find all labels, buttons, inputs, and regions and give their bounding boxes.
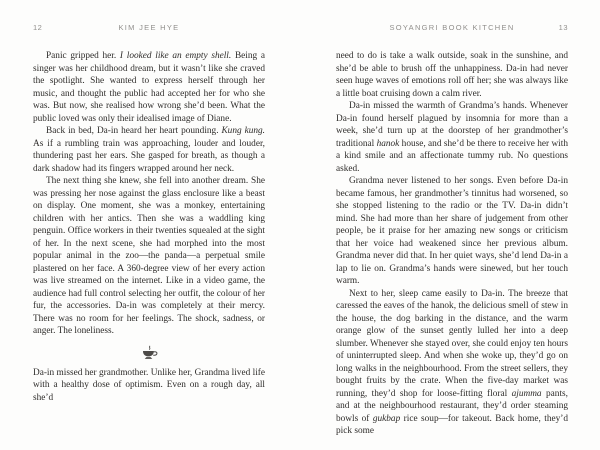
page-left [33, 0, 265, 404]
page-right [336, 0, 568, 438]
body-text: Next to her, sleep came easily to Da-in. The breeze that caressed the eaves of the hanok, the delicious smell of stew in the house, the dog barking in the distance, and the warm orange glow of the sunset gently lulled her into a deep slumber. Whenever she stayed over, she could enjoy ten hours of uninterrupted sleep. And when she woke up, they’d go on long walks in the neighbourhood. From the street sellers, they bought fruits by the crate. When the five-day market was running, they’d shop for loose-fitting floral [336, 288, 568, 399]
body-text: Panic gripped her. [46, 51, 120, 61]
page-header-left [33, 23, 265, 33]
page-number: 13 [558, 23, 568, 32]
paragraph [336, 100, 568, 175]
body-text: rice soup—for takeout. Back home, they’d pick some [336, 413, 568, 436]
paragraph [33, 367, 265, 405]
italic-text: hanok [376, 138, 400, 149]
italic-text: ajumma [511, 388, 542, 399]
body-text: As if a rumbling train was approaching, louder and louder, thundering past her ears. She gasped for breath, as though a dark shadow had its fingers wrapped around her neck. [33, 138, 265, 174]
body-text: house, and she’d be there to receive her with a kind smile and an affectionate tummy rub. No questions asked. [336, 138, 568, 174]
page-number: 12 [33, 23, 43, 32]
running-head: KIM JEE HYE [118, 23, 180, 32]
page-header-right [336, 23, 568, 33]
page-text-left [33, 50, 265, 404]
body-text: The next thing she knew, she fell into another dream. She was pressing her nose against the glass enclosure like a beast on display. One moment, she was a monkey, entertaining children with her antics. Then she was a waddling king penguin. Office workers in their twenties squealed at the sight of her. In the next scene, she had morphed into the most popular animal in the zoo—the panda—a perpetual smile plastered on her face. A 360-degree view of her every action was live streamed on the internet. Like in a video game, the audience had full control selecting her outfit, the colour of her fur, the accessories. Da-in was completely at their mercy. There was no room for her feelings. The shock, sadness, or anger. The loneliness. [33, 176, 265, 336]
paragraph [336, 288, 568, 438]
running-head: SOYANGRI BOOK KITCHEN [389, 23, 515, 32]
italic-text: Kung kung. [221, 126, 265, 136]
paragraph [336, 175, 568, 288]
body-text: Back in bed, Da-in heard her heart pounding. [46, 126, 222, 136]
section-divider [33, 345, 265, 362]
body-text: Grandma never listened to her songs. Even before Da-in became famous, her grandmother’s tinnitus had worsened, so she stopped listening to the radio or the TV. Da-in didn’t mind. She had more than her share of judgement from other people, be it praise for her amazing new songs or criticism that her voice had weakened since her previous album. Grandma never did that. In her quiet ways, she’d lend Da-in a lap to lie on. Grandma’s hands were sinewed, but her touch warm. [336, 176, 568, 286]
paragraph [33, 125, 265, 175]
body-text: pants, and at the neighbourhood restaurant, they’d order steaming bowls of [336, 388, 568, 424]
body-text: Da-in missed the warmth of Grandma’s hands. Whenever Da-in found herself plagued by insomnia for more than a week, she’d turn up at the doorstep of her grandmother’s traditional [336, 101, 568, 149]
teacup-icon [141, 348, 158, 358]
page-text-right [336, 50, 568, 438]
italic-text: I looked like an empty shell. [119, 51, 232, 61]
body-text: need to do is take a walk outside, soak in the sunshine, and she’d be able to brush off the unhappiness. Da-in had never seen huge waves of emotions roll off her; she was always like a little boat cruising down a calm river. [336, 51, 568, 99]
body-text: Being a singer was her childhood dream, but it wasn’t like she craved the spotlight. She wanted to express herself through her music, and thought the public had accepted her for who she was. But now, she realised how wrong she’d been. What the public loved was only their idealised image of Diane. [33, 51, 266, 124]
italic-text: gukbap [372, 413, 401, 424]
body-text: Da-in missed her grandmother. Unlike her, Grandma lived life with a healthy dose of optimism. Even on a rough day, all she’d [33, 367, 265, 403]
paragraph [33, 175, 265, 338]
paragraph [336, 50, 568, 100]
paragraph [33, 50, 265, 125]
